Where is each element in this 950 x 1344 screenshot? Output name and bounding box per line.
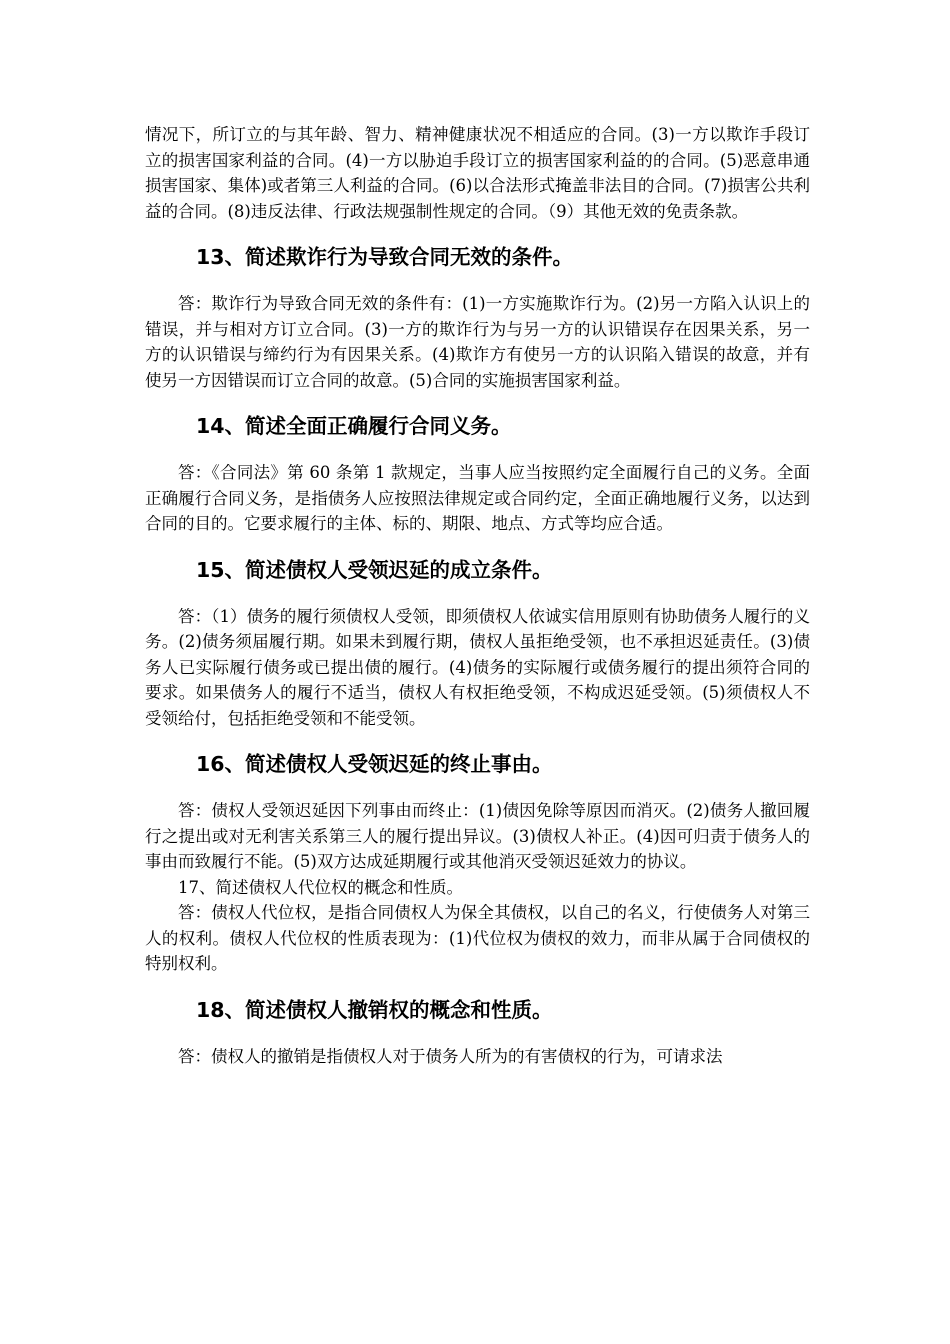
answer-paragraph: 答：欺诈行为导致合同无效的条件有：(1)一方实施欺诈行为。(2)另一方陷入认识上的错误，并与相对方订立合同。(3)一方的欺诈行为与另一方的认识错误存在因果关系，另一方的认识错误与缔约行为有因果关系。(4)欺诈方有使另一方的认识陷入错误的故意，并有使另一方因错误而订立合同的故意。(5)合同的实施损害国家利益。 (145, 294, 810, 390)
document-page (145, 122, 810, 1069)
section-heading-15: 15、简述债权人受领迟延的成立条件。 (196, 557, 553, 582)
answer-paragraph: 答：债权人受领迟延因下列事由而终止：(1)债因免除等原因而消灭。(2)债务人撤回履行之提出或对无利害关系第三人的履行提出异议。(3)债权人补正。(4)因可归责于债务人的事由而致履行不能。(5)双方达成延期履行或其他消灭受领迟延效力的协议。 (145, 801, 810, 871)
answer-paragraph: 答：债权人的撤销是指债权人对于债务人所为的有害债权的行为，可请求法 (178, 1046, 723, 1066)
question-line-17: 17、简述债权人代位权的概念和性质。 (178, 877, 463, 897)
section-heading-13: 13、简述欺诈行为导致合同无效的条件。 (196, 245, 574, 269)
section-heading-16: 16、简述债权人受领迟延的终止事由。 (196, 752, 553, 776)
answer-paragraph: 答：《合同法》第 60 条第 1 款规定，当事人应当按照约定全面履行自己的义务。全面正确履行合同义务，是指债务人应按照法律规定或合同约定，全面正确地履行义务，以达到合同的目的。它要求履行的主体、标的、期限、地点、方式等均应合适。 (145, 463, 810, 533)
section-heading-14: 14、简述全面正确履行合同义务。 (196, 414, 512, 438)
answer-paragraph: 答：债权人代位权，是指合同债权人为保全其债权，以自己的名义，行使债务人对第三人的权利。债权人代位权的性质表现为：(1)代位权为债权的效力，而非从属于合同债权的特别权利。 (145, 903, 810, 973)
answer-paragraph: 答：（1）债务的履行须债权人受领，即须债权人依诚实信用原则有协助债务人履行的义务。(2)债务须届履行期。如果未到履行期，债权人虽拒绝受领，也不承担迟延责任。(3)债务人已实际履行债务或已提出债的履行。(4)债务的实际履行或债务履行的提出须符合同的要求。如果债务人的履行不适当，债权人有权拒绝受领，不构成迟延受领。(5)须债权人不受领给付，包括拒绝受领和不能受领。 (145, 606, 810, 728)
paragraph: 情况下，所订立的与其年龄、智力、精神健康状况不相适应的合同。(3)一方以欺诈手段订立的损害国家利益的合同。(4)一方以胁迫手段订立的损害国家利益的的合同。(5)恶意串通损害国家、集体)或者第三人利益的合同。(6)以合法形式掩盖非法目的合同。(7)损害公共利益的合同。(8)违反法律、行政法规强制性规定的合同。（9）其他无效的免责条款。 (145, 125, 810, 221)
section-heading-18: 18、简述债权人撤销权的概念和性质。 (196, 997, 553, 1022)
